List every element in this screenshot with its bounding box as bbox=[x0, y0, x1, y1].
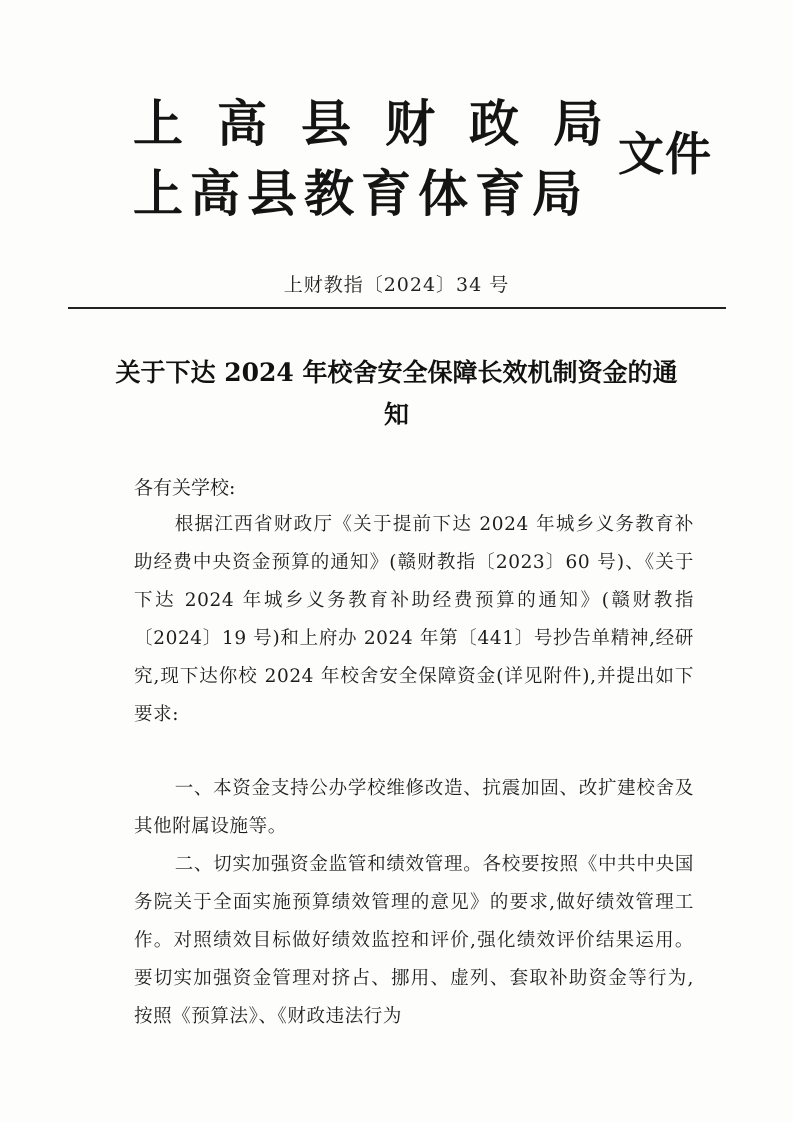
header-separator-line bbox=[68, 307, 726, 309]
salutation: 各有关学校: bbox=[134, 477, 236, 499]
paragraph-basis: 根据江西省财政厅《关于提前下达 2024 年城乡义务教育补助经费中央资金预算的通知》(赣财教指〔2023〕60 号)、《关于下达 2024 年城乡义务教育补助经费预算的通知》(赣财教指〔2024〕19 号)和上府办 2024 年第〔441〕号抄告单精神,经研究,现下达你校 2024 年校舍安全保障资金(详见附件),并提出如下要求: bbox=[134, 514, 694, 725]
document-label: 文件 bbox=[618, 127, 712, 181]
issuing-org-education: 上高县教育体育局 bbox=[133, 165, 589, 223]
issuing-org-finance: 上高县财政局 bbox=[133, 95, 637, 153]
document-number: 上财教指〔2024〕34 号 bbox=[283, 274, 510, 296]
document-title: 关于下达 2024 年校舍安全保障长效机制资金的通知 bbox=[115, 358, 678, 429]
paragraph-requirement-2: 二、切实加强资金监管和绩效管理。各校要按照《中共中央国务院关于全面实施预算绩效管理的意见》的要求,做好绩效管理工作。对照绩效目标做好绩效监控和评价,强化绩效评价结果运用。要切实加强资金管理对挤占、挪用、虚列、套取补助资金等行为,按照《预算法》、《财政违法行为 bbox=[134, 854, 694, 1027]
paragraph-requirement-1: 一、本资金支持公办学校维修改造、抗震加固、改扩建校舍及其他附属设施等。 bbox=[134, 778, 694, 837]
